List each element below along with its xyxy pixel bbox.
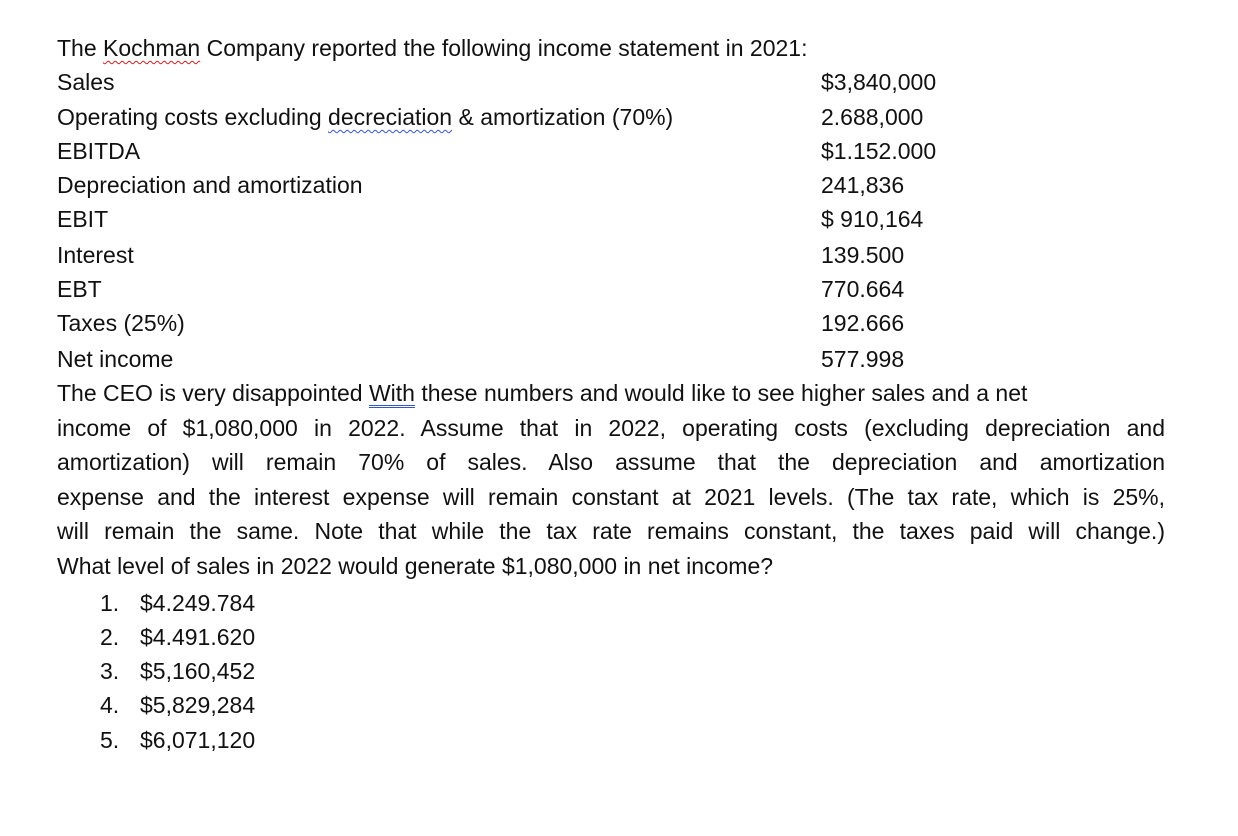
statement-value-ebt: 770.664 xyxy=(821,276,905,302)
question-line-4: expense and the interest expense will remain constant at 2021 levels. (The tax rate, which is 25%, xyxy=(57,483,1165,510)
statement-label-ebit: EBIT xyxy=(57,206,109,232)
company-name: Kochman xyxy=(103,35,201,61)
statement-value-taxes: 192.666 xyxy=(821,310,905,336)
operating-costs-text-before: Operating costs excluding xyxy=(57,104,329,130)
option-number: 5. xyxy=(100,727,120,753)
statement-label-ebt: EBT xyxy=(57,276,102,302)
intro-text-after: Company reported the following income statement in 2021: xyxy=(200,35,808,61)
statement-label-interest: Interest xyxy=(57,242,134,268)
answer-option xyxy=(100,588,255,618)
statement-label-sales: Sales xyxy=(57,69,115,95)
statement-value-ebitda: $1.152.000 xyxy=(821,138,937,164)
misspelled-word: decreciation xyxy=(328,104,453,130)
option-number: 4. xyxy=(100,692,120,718)
statement-value-operating-costs: 2.688,000 xyxy=(821,104,924,130)
question-line-6: What level of sales in 2022 would generate $1,080,000 in net income? xyxy=(57,552,774,579)
statement-value-ebit: $ 910,164 xyxy=(821,206,924,232)
option-text: $6,071,120 xyxy=(140,727,256,753)
option-number: 1. xyxy=(100,590,120,616)
statement-value-net-income: 577.998 xyxy=(821,346,905,372)
statement-value-depreciation: 241,836 xyxy=(821,172,905,198)
statement-value-interest: 139.500 xyxy=(821,242,905,268)
option-number: 3. xyxy=(100,658,120,684)
question-line-1 xyxy=(57,376,1165,411)
answer-option xyxy=(100,690,255,720)
question-line-5: will remain the same. Note that while the tax rate remains constant, the taxes paid will change.) xyxy=(57,518,1165,544)
option-text: $4.249.784 xyxy=(140,590,256,616)
option-number: 2. xyxy=(100,624,120,650)
statement-label-ebitda: EBITDA xyxy=(57,138,141,164)
option-text: $5,829,284 xyxy=(140,692,256,718)
question-paragraph xyxy=(57,376,1165,583)
intro-sentence xyxy=(57,33,808,63)
question-line-2: income of $1,080,000 in 2022. Assume that in 2022, operating costs (excluding depreciation and xyxy=(57,414,1165,441)
option-text: $4.491.620 xyxy=(140,624,256,650)
question-line-1-after: these numbers and would like to see higher sales and a net xyxy=(414,380,1028,406)
grammar-flagged-word: With xyxy=(368,380,415,406)
question-line-3: amortization) will remain 70% of sales. Also assume that the depreciation and amortization xyxy=(57,449,1165,475)
statement-value-sales: $3,840,000 xyxy=(821,69,937,95)
statement-label-taxes: Taxes (25%) xyxy=(57,310,185,336)
answer-option xyxy=(100,725,255,755)
option-text: $5,160,452 xyxy=(140,658,256,684)
answer-option xyxy=(100,656,255,686)
statement-label-depreciation: Depreciation and amortization xyxy=(57,172,363,198)
intro-text-before: The xyxy=(57,35,104,61)
question-line-1-before: The CEO is very disappointed xyxy=(57,380,369,406)
statement-label-operating-costs xyxy=(57,102,673,132)
statement-label-net-income: Net income xyxy=(57,346,174,372)
answer-option xyxy=(100,622,255,652)
operating-costs-text-after: & amortization (70%) xyxy=(452,104,674,130)
